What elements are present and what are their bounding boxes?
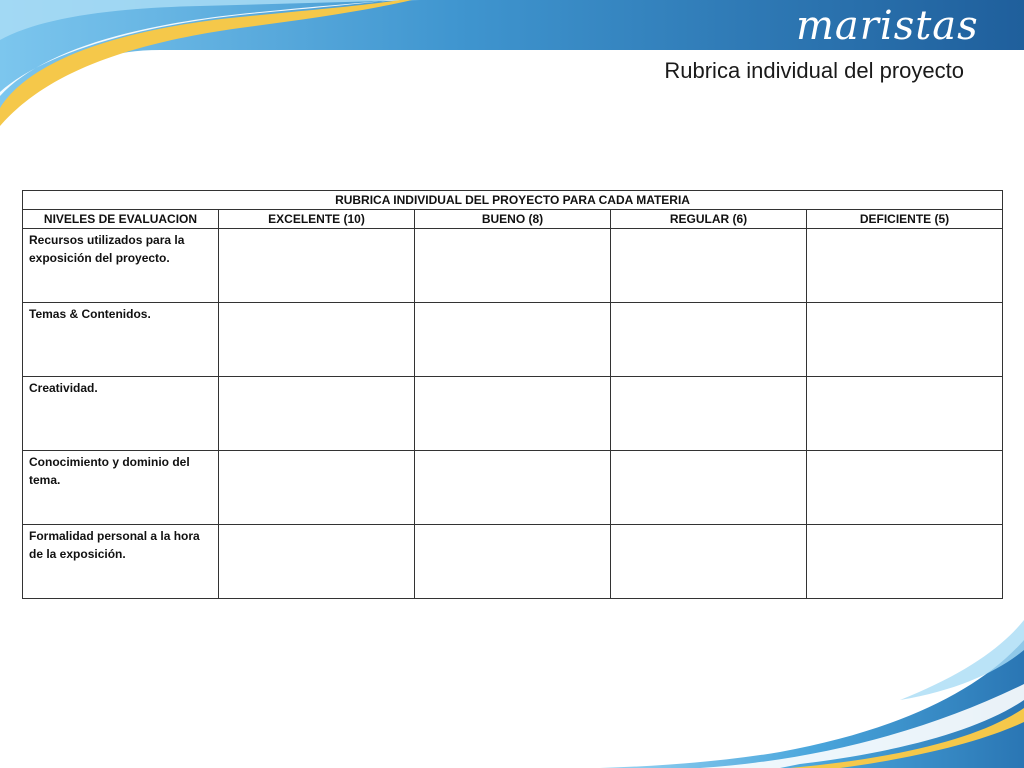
score-cell-regular[interactable] (611, 229, 807, 303)
maristas-logo: maristas (796, 3, 979, 49)
score-cell-regular[interactable] (611, 377, 807, 451)
table-row (23, 377, 1003, 451)
header-bueno: BUENO (8) (415, 210, 611, 229)
score-cell-deficiente[interactable] (807, 229, 1003, 303)
rubric-caption: RUBRICA INDIVIDUAL DEL PROYECTO PARA CADA MATERIA (23, 191, 1003, 210)
criterion-creatividad: Creatividad. (23, 377, 219, 451)
score-cell-deficiente[interactable] (807, 451, 1003, 525)
criterion-recursos: Recursos utilizados para la exposición del proyecto. (23, 229, 219, 303)
score-cell-bueno[interactable] (415, 377, 611, 451)
criterion-conocimiento: Conocimiento y dominio del tema. (23, 451, 219, 525)
rubric-caption-row (23, 191, 1003, 210)
score-cell-bueno[interactable] (415, 525, 611, 599)
criterion-temas: Temas & Contenidos. (23, 303, 219, 377)
rubric-header-row (23, 210, 1003, 229)
score-cell-excelente[interactable] (219, 229, 415, 303)
rubric-table (22, 190, 1003, 599)
score-cell-regular[interactable] (611, 525, 807, 599)
criterion-formalidad: Formalidad personal a la hora de la exposición. (23, 525, 219, 599)
table-row (23, 229, 1003, 303)
header-deficiente: DEFICIENTE (5) (807, 210, 1003, 229)
score-cell-bueno[interactable] (415, 451, 611, 525)
score-cell-excelente[interactable] (219, 303, 415, 377)
slide-title: Rubrica individual del proyecto (664, 58, 964, 83)
table-row (23, 451, 1003, 525)
score-cell-excelente[interactable] (219, 377, 415, 451)
score-cell-excelente[interactable] (219, 451, 415, 525)
score-cell-deficiente[interactable] (807, 525, 1003, 599)
table-row (23, 303, 1003, 377)
score-cell-regular[interactable] (611, 451, 807, 525)
score-cell-deficiente[interactable] (807, 303, 1003, 377)
score-cell-excelente[interactable] (219, 525, 415, 599)
bottom-blue-wave (600, 640, 1024, 768)
header-regular: REGULAR (6) (611, 210, 807, 229)
score-cell-bueno[interactable] (415, 229, 611, 303)
header-niveles: NIVELES DE EVALUACION (23, 210, 219, 229)
score-cell-deficiente[interactable] (807, 377, 1003, 451)
score-cell-regular[interactable] (611, 303, 807, 377)
table-row (23, 525, 1003, 599)
header-excelente: EXCELENTE (10) (219, 210, 415, 229)
score-cell-bueno[interactable] (415, 303, 611, 377)
